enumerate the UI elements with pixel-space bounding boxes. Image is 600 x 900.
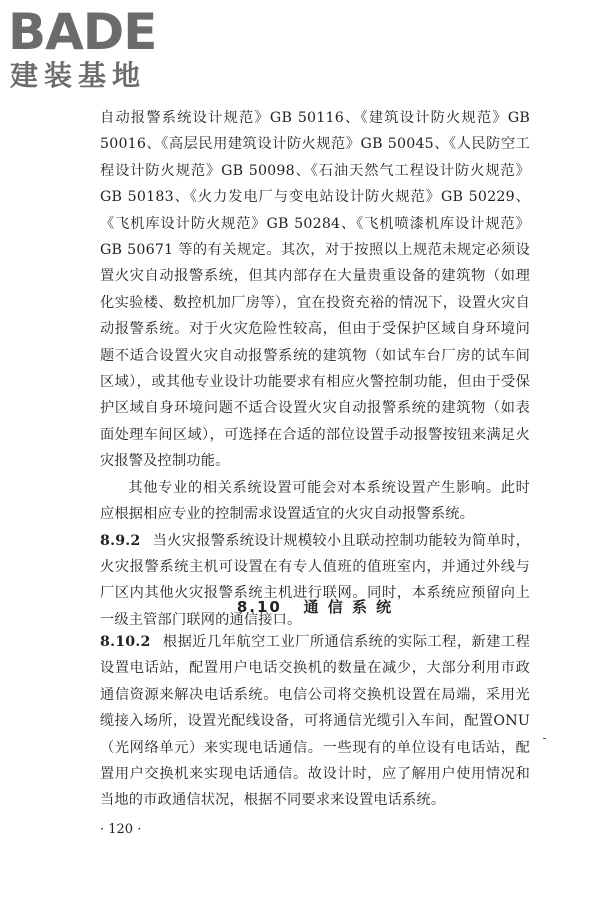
clause-8-9-2	[100, 528, 530, 634]
clause-number: 8.10.2	[100, 634, 151, 650]
section-heading	[100, 596, 530, 617]
publisher-logo	[8, 4, 183, 94]
clause-number: 8.9.2	[100, 532, 141, 549]
clause-text: 根据近几年航空工业厂所通信系统的实际工程，新建工程设置电话站，配置用户电话交换机的数量在减少，大部分利用市政通信资源来解决电话系统。电信公司将交换机设置在局端，采用光缆接入场所，设置光配线设备，可将通信光缆引入车间，配置ONU（光网络单元）来实现电话通信。一些现有的单位设有电话站，配置用户交换机来实现电话通信。故设计时，应了解用户使用情况和当地的市政通信状况，根据不同要求来设置电话系统。	[100, 634, 530, 809]
clause-8-10-2	[100, 629, 530, 814]
logo-wordmark: BADE	[8, 3, 157, 61]
logo-chinese-name: 建装基地	[10, 59, 147, 92]
clause-text: 当火灾报警系统设计规模较小且联动控制功能较为简单时，火灾报警系统主机可设置在有专人值班的值班室内，并通过外线与厂区内其他火灾报警系统主机进行联网。同时，本系统应预留向上一级主管部门联网的通信接口。	[100, 532, 530, 628]
section-number: 8.10	[236, 598, 282, 616]
body-text-bottom	[100, 629, 530, 814]
paragraph-fire-alarm-codes: 自动报警系统设计规范》GB 50116、《建筑设计防火规范》GB 50016、《高层民用建筑设计防火规范》GB 50045、《人民防空工程设计防火规范》GB 50098、《石油天然气工程设计防火规范》GB 50183、《火力发电厂与变电站设计防火规范》GB 50229、《飞机库设计防火规范》GB 50284、《飞机喷漆机库设计规范》GB 50671 等的有关规定。其次，对于按照以上规范未规定必须设置火灾自动报警系统，但其内部存在大量贵重设备的建筑物（如理化实验楼、数控机加厂房等），宜在投资充裕的情况下，设置火灾自动报警系统。对于火灾危险性较高，但由于受保护区域自身环境问题不适合设置火灾自动报警系统的建筑物（如试车台厂房的试车间区域），或其他专业设计功能要求有相应火警控制功能，但由于受保护区域自身环境问题不适合设置火灾自动报警系统的建筑物（如表面处理车间区域），可选择在合适的部位设置手动报警按钮来满足火灾报警及控制功能。	[100, 110, 530, 470]
body-text-top	[100, 105, 530, 633]
scan-speck	[543, 738, 546, 739]
page-number: · 120 ·	[100, 822, 142, 837]
paragraph-other-systems: 其他专业的相关系统设置可能会对本系统设置产生影响。此时应根据相应专业的控制需求设置适宜的火灾自动报警系统。	[100, 479, 530, 523]
section-title: 通 信 系 统	[303, 598, 394, 616]
